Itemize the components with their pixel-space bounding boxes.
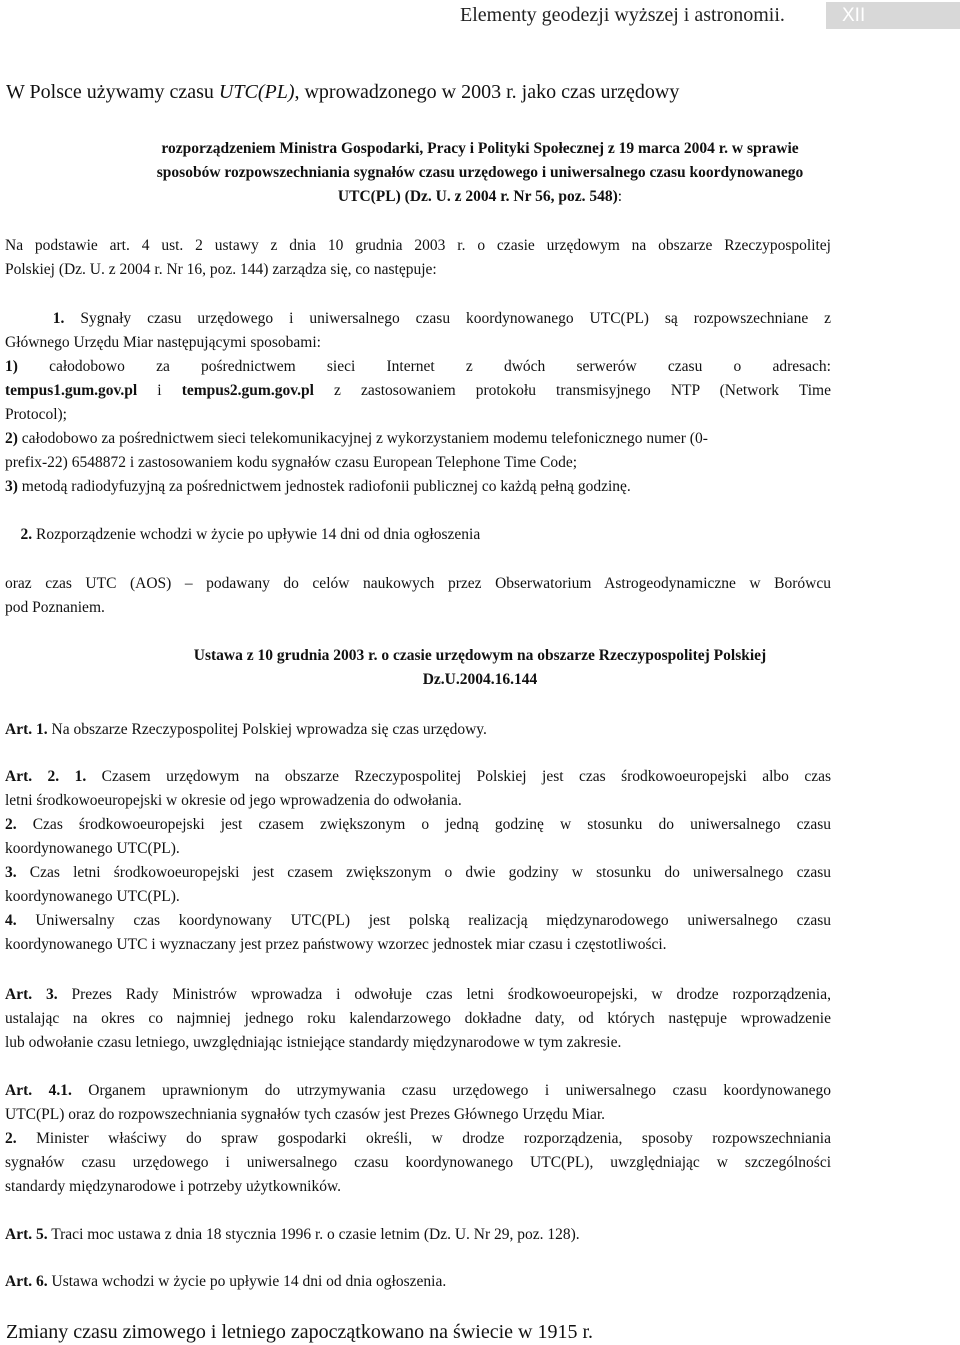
art2-p2-line2: koordynowanego UTC(PL). [5,840,180,857]
aos-line2: pod Poznaniem. [5,599,105,616]
document-header-title: Elementy geodezji wyższej i astronomii. [460,4,785,26]
art2-p4-line1: Uniwersalny czas koordynowany UTC(PL) jest polską realizacją międzynarodowego uniwersalnego czasu [16,912,831,929]
aos-paragraph [5,572,831,620]
regulation-title-line3: UTC(PL) (Dz. U. z 2004 r. Nr 56, poz. 548) [337,188,618,205]
item1-line1: całodobowo za pośrednictwem sieci Internet z dwóch serwerów czasu o adresach: [17,358,831,375]
section1 [5,307,831,499]
intro-suffix: , wprowadzonego w 2003 r. jako czas urzędowy [294,81,680,103]
section1-line1-row [5,307,831,331]
basis-line2: Polskiej (Dz. U. z 2004 r. Nr 16, poz. 144) zarządza się, co następuje: [5,261,437,278]
art2-p4-line2: koordynowanego UTC i wyznaczany jest przez państwowy wzorzec jednostek miar czasu i częstotliwości. [5,936,667,953]
art2-p4-row [5,909,831,933]
item1-number: 1) [5,358,18,375]
item2-number: 2) [5,430,18,447]
art2-p3-row [5,861,831,885]
art3-line1: Prezes Rady Ministrów wprowadza i odwołuje czas letni środkowoeuropejski, w drodze rozporządzenia, [57,986,831,1003]
art2-p2-number: 2. [5,816,17,833]
intro-utc: UTC(PL) [218,81,295,103]
art3-row [5,983,831,1007]
section2-number: 2. [20,526,33,543]
art3 [5,983,831,1055]
section1-line2: Głównego Urzędu Miar następującymi sposobami: [5,334,321,351]
intro-prefix: W Polsce używamy czasu [6,81,219,103]
section2 [5,523,831,547]
art4-p1-line2: UTC(PL) oraz do rozpowszechniania sygnałów tych czasów jest Prezes Głównego Urzędu Miar. [5,1106,606,1123]
art3-line2: ustalając na okres co najmniej jednego roku kalendarzowego dokładne daty, od których następuje wprowadzenie [5,1010,831,1027]
art1 [5,718,831,742]
art1-text: Na obszarze Rzeczypospolitej Polskiej wprowadza się czas urzędowy. [47,721,487,738]
server1-address: tempus1.gum.gov.pl [5,382,138,399]
item2-line2: prefix-22) 6548872 i zastosowaniem kodu sygnałów czasu European Telephone Time Code; [5,454,578,471]
item3-row [5,475,831,499]
act-title-line1: Ustawa z 10 grudnia 2003 r. o czasie urzędowym na obszarze Rzeczypospolitej Polskiej [193,647,767,664]
art5 [5,1223,831,1247]
section2-text: Rozporządzenie wchodzi w życie po upływie 14 dni od dnia ogłoszenia [32,526,481,543]
basis-paragraph [5,234,831,282]
item2-row [5,427,831,451]
art2-number: Art. 2. 1. [5,768,87,785]
art3-line3: lub odwołanie czasu letniego, uwzględniając istniejące standardy międzynarodowe w tym zakresie. [5,1034,622,1051]
art4-p2-number: 2. [5,1130,17,1147]
art4 [5,1079,831,1199]
section1-number: 1. [52,310,65,327]
act-title-line2: Dz.U.2004.16.144 [422,671,538,688]
art2-p3-line2: koordynowanego UTC(PL). [5,888,180,905]
art6-number: Art. 6. [5,1273,48,1290]
art3-number: Art. 3. [5,986,58,1003]
art2-p2-row [5,813,831,837]
item1-line2-row [5,379,831,403]
art4-number: Art. 4.1. [5,1082,72,1099]
server2-address: tempus2.gum.gov.pl [181,382,314,399]
chapter-number-badge: XII [826,2,960,29]
item1-row [5,355,831,379]
item2-line1: całodobowo za pośrednictwem sieci telekomunikacyjnej z wykorzystaniem modemu telefonicznego numer (0- [17,430,708,447]
art2-p1-line1: Czasem urzędowym na obszarze Rzeczypospolitej Polskiej jest czas środkowoeuropejski albo czas [86,768,831,785]
art2-p3-line1: Czas letni środkowoeuropejski jest czasem zwiększonym o dwie godziny w stosunku do uniwersalnego czasu [16,864,831,881]
regulation-title-line1: rozporządzeniem Ministra Gospodarki, Pracy i Polityki Społecznej z 19 marca 2004 r. w sprawie [161,140,799,157]
art6 [5,1270,831,1294]
art4-p2-line3: standardy międzynarodowe i potrzeby użytkowników. [5,1178,342,1195]
art5-number: Art. 5. [5,1226,48,1243]
art4-p1-line1: Organem uprawnionym do utrzymywania czasu urzędowego i uniwersalnego czasu koordynowanego [71,1082,831,1099]
art2-p4-number: 4. [5,912,17,929]
art2-p2-line1: Czas środkowoeuropejski jest czasem zwiększonym o jedną godzinę w stosunku do uniwersalnego czasu [16,816,831,833]
basis-line1: Na podstawie art. 4 ust. 2 ustawy z dnia 10 grudnia 2003 r. o czasie urzędowym na obszarze Rzeczypospolitej [5,237,831,254]
art4-row [5,1079,831,1103]
art2-p3-number: 3. [5,864,17,881]
art4-p2-line2: sygnałów czasu urzędowego i uniwersalnego czasu koordynowanego UTC(PL), uwzględniając w szczególności [5,1154,831,1171]
art2-p1-line2: letni środkowoeuropejski w okresie od jego wprowadzenia do odwołania. [5,792,462,809]
art4-p2-row [5,1127,831,1151]
art6-text: Ustawa wchodzi w życie po upływie 14 dni od dnia ogłoszenia. [47,1273,447,1290]
regulation-title-line3-row [0,188,960,206]
section1-line1: Sygnały czasu urzędowego i uniwersalnego czasu koordynowanego UTC(PL) są rozpowszechniane z [64,310,832,327]
closing-line: Zmiany czasu zimowego i letniego zapoczątkowano na świecie w 1915 r. [6,1321,594,1343]
art1-number: Art. 1. [5,721,48,738]
server-and: i [137,382,182,399]
regulation-title-line3-tail: : [617,188,623,205]
aos-line1: oraz czas UTC (AOS) – podawany do celów naukowych przez Obserwatorium Astrogeodynamiczne w Borówcu [5,575,831,592]
item3-line1: metodą radiodyfuzyjną za pośrednictwem jednostek radiofonii publicznej co każdą pełną godzinę. [17,478,631,495]
art2 [5,765,831,957]
item3-number: 3) [5,478,18,495]
regulation-title-line2: sposobów rozpowszechniania sygnałów czasu urzędowego i uniwersalnego czasu koordynowanego [156,164,804,181]
item1-line3: Protocol); [5,406,67,423]
intro-line [6,81,679,104]
art4-p2-line1: Minister właściwy do spraw gospodarki określi, w drodze rozporządzenia, sposoby rozpowszechniania [16,1130,831,1147]
art2-p1-row [5,765,831,789]
art5-text: Traci moc ustawa z dnia 18 stycznia 1996 r. o czasie letnim (Dz. U. Nr 29, poz. 128). [47,1226,580,1243]
item1-line2-tail: z zastosowaniem protokołu transmisyjnego NTP (Network Time [313,382,831,399]
